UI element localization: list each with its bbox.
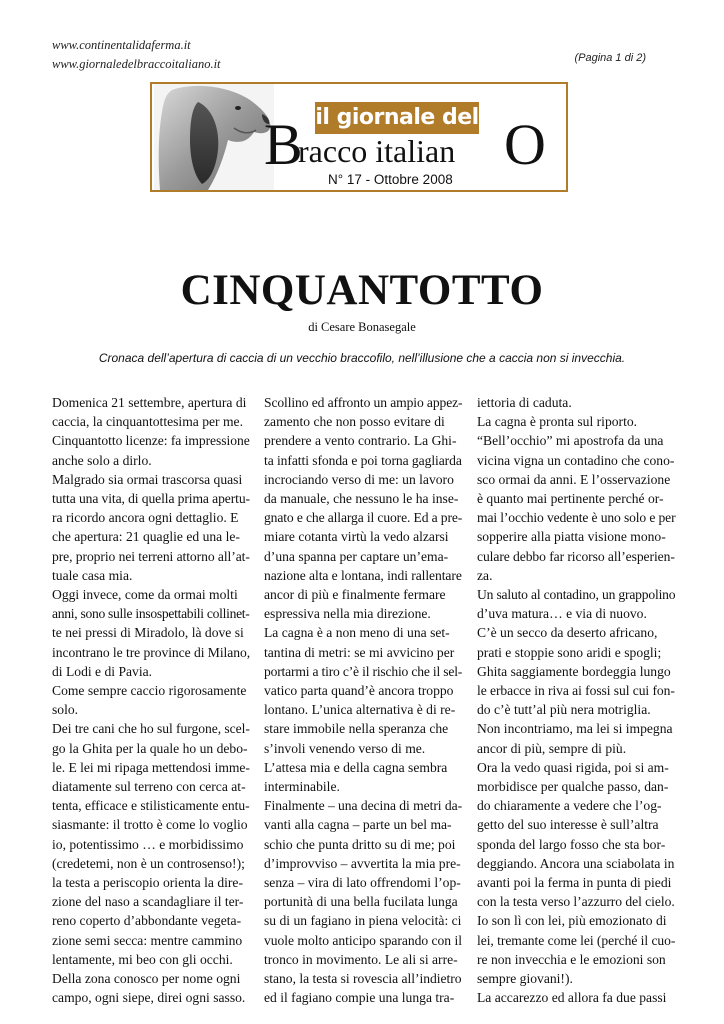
text-line: Malgrado sia ormai trascorsa quasi <box>52 471 243 487</box>
text-line: vatico parta quand’è ancora troppo <box>264 683 454 699</box>
text-line: go la Ghita per la quale ho un debo- <box>52 740 248 756</box>
text-line: zione semi secca: mentre cammino <box>52 932 243 948</box>
text-line: nazione alta e lontana, indi rallentare <box>264 567 462 583</box>
text-line: (credetemi, non è un controsenso!); <box>52 855 245 871</box>
masthead-title: racco italian <box>298 133 456 169</box>
text-line: portarmi a tiro c’è il rischio che il sel- <box>264 663 463 679</box>
article-title: CINQUANTOTTO <box>180 267 544 314</box>
text-line: stano, la testa si rovescia all’indietro <box>264 971 462 987</box>
text-line: di Lodi e di Pavia. <box>52 663 153 679</box>
masthead-logo <box>150 82 568 192</box>
text-line: che apertura: 21 quaglie ed una le- <box>52 529 240 545</box>
text-line: ancor di più e finalmente fermare <box>264 587 446 603</box>
text-line: iettoria di caduta. <box>477 395 572 410</box>
text-line: getto del suo interesse è sull’altra <box>477 817 659 833</box>
text-line: espressiva nella mia direzione. <box>264 606 431 622</box>
text-line: te nei pressi di Miradolo, là dove si <box>52 625 244 641</box>
text-line: la testa a periscopio orienta la dire- <box>52 875 243 891</box>
text-line: d’uva matura… e via di nuovo. <box>477 606 647 622</box>
text-line: vicina vigna un contadino che cono- <box>477 452 675 468</box>
text-line: le erbacce in riva ai fossi sul cui fon- <box>477 683 675 699</box>
text-line: anche solo a dirlo. <box>52 452 152 468</box>
text-line: La accarezzo ed allora fa due passi <box>477 990 667 1006</box>
text-line: Come sempre caccio rigorosamente <box>52 683 247 699</box>
text-line: tuale casa mia. <box>52 567 133 583</box>
text-line: campo, ogni siepe, direi ogni sasso. <box>52 990 246 1006</box>
url-continentali[interactable]: www.continentalidaferma.it <box>52 38 191 52</box>
text-line: incontrano le tre province di Milano, <box>52 644 251 660</box>
text-line: La cagna è pronta sul riporto. <box>477 414 638 430</box>
article-author: di Cesare Bonasegale <box>308 320 416 334</box>
text-line: vuole molto anticipo sparando con il <box>264 932 462 948</box>
text-line: Ghita saggiamente bordeggia lungo <box>477 663 671 679</box>
text-line: zamento che non posso evitare di <box>264 414 445 430</box>
text-line: Io son lì con lei, più emozionato di <box>477 913 667 929</box>
text-line: sco ormai da anni. E l’osservazione <box>477 471 671 487</box>
text-line: tronco in movimento. Le ali si arre- <box>264 951 458 967</box>
text-line: sponda del largo fosso che sta bor- <box>477 836 666 852</box>
text-line: ra ricordo ancora ogni dettaglio. E <box>52 510 239 526</box>
text-line: Scollino ed affronto un ampio appez- <box>264 395 463 410</box>
text-line: morbidisce per qualche passo, dan- <box>477 779 669 795</box>
text-line: diatamente sul terreno con cerca at- <box>52 779 246 795</box>
text-line: reno coperto d’abbondante vegeta- <box>52 913 242 929</box>
text-line: prendere a vento contrario. La Ghi- <box>264 433 457 449</box>
url-giornale[interactable]: www.giornaledelbraccoitaliano.it <box>52 57 221 71</box>
article-column-1 <box>52 393 250 1008</box>
text-line: Oggi invece, come da ormai molti <box>52 587 238 603</box>
text-line: le. E lei mi ripaga mettendosi imme- <box>52 759 250 775</box>
text-line: è quanto mai pertinente perché or- <box>477 491 664 507</box>
text-line: portunità di una bella fucilata lunga <box>264 894 458 910</box>
text-line: prati e stoppie sono aridi e spogli; <box>477 644 662 660</box>
text-line: tenta, efficace e stilisticamente entu- <box>52 798 250 814</box>
text-line: lei, tremante come lei (perché il cuo- <box>477 932 676 948</box>
text-line: Cinquantotto licenze: fa impressione <box>52 433 250 449</box>
text-line: re non invecchia e le emozioni son <box>477 951 666 967</box>
text-line: deggiando. Ancora una sciabolata in <box>477 855 675 871</box>
text-line: interminabile. <box>264 779 340 795</box>
text-line: tutta una vita, di quella prima apertu- <box>52 491 250 507</box>
text-line: tantina di metri: se mi avvicino per <box>264 644 455 660</box>
text-line: solo. <box>52 702 79 718</box>
text-line: senza – vira di lato offrendomi l’op- <box>264 875 461 891</box>
article-column-3 <box>477 393 675 1008</box>
text-line: Della zona conosco per nome ogni <box>52 971 241 987</box>
text-line: s’involi venendo verso di me. <box>264 740 426 756</box>
masthead-initial-b: B <box>264 112 303 177</box>
text-line: incrociando verso di me: un lavoro <box>264 471 454 487</box>
text-line: culare debbo far ricorso all’esperien- <box>477 548 675 564</box>
text-line: do chiaramente a vedere che l’og- <box>477 798 662 814</box>
issue-number: N° 17 - Ottobre 2008 <box>328 172 453 187</box>
text-line: stare immobile nella speranza che <box>264 721 449 737</box>
bracco-dog-illustration <box>154 84 274 190</box>
text-line: vanti alla cagna – parte un bel ma- <box>264 817 452 833</box>
text-line: pre, proprio nei terreni attorno all’at- <box>52 548 250 564</box>
text-line: Dei tre cani che ho sul furgone, scel- <box>52 721 250 737</box>
header-urls <box>52 36 221 74</box>
text-line: miare cotanta virtù la vedo alzarsi <box>264 529 449 545</box>
text-line: ancor di più, sempre di più. <box>477 740 627 756</box>
text-line: d’una spanna per captare un’ema- <box>264 548 449 564</box>
text-line: schio che punta dritto su di me; poi <box>264 836 456 852</box>
text-line: lentamente, mi beo con gli occhi. <box>52 951 233 967</box>
text-line: C’è un secco da deserto africano, <box>477 625 658 641</box>
masthead-final-o: O <box>504 112 546 177</box>
text-line: Ora la vedo quasi rigida, poi si am- <box>477 759 669 775</box>
text-line: ta infatti sfonda e poi torna gagliarda <box>264 452 462 468</box>
text-line: da manuale, che nessuno le ha inse- <box>264 491 459 507</box>
text-line: Un saluto al contadino, un grappolino <box>477 587 676 603</box>
text-line: lontano. L’unica alternativa è di re- <box>264 702 456 718</box>
text-line: Domenica 21 settembre, apertura di <box>52 395 247 410</box>
text-line: anni, sono sulle insospettabili collinet- <box>52 606 250 622</box>
article-column-2 <box>264 393 462 1008</box>
text-line: Non incontriamo, ma lei si impegna <box>477 721 673 737</box>
text-line: “Bell’occhio” mi apostrofa da una <box>477 433 664 449</box>
text-line: La cagna è a non meno di una set- <box>264 625 450 641</box>
masthead-banner: il giornale del <box>315 102 479 134</box>
text-line: za. <box>477 567 493 583</box>
text-line: L’attesa mia e della cagna sembra <box>264 759 448 775</box>
text-line: Finalmente – una decina di metri da- <box>264 798 463 814</box>
page-indicator: (Pagina 1 di 2) <box>574 52 646 64</box>
text-line: caccia, la cinquantottesima per me. <box>52 414 243 430</box>
text-line: d’improvviso – avvertita la mia pre- <box>264 855 461 871</box>
text-line: mai l’occhio vedente è uno solo e per <box>477 510 676 526</box>
text-line: ed il fagiano compie una lunga tra- <box>264 990 455 1006</box>
text-line: avanti poi la ferma in punta di piedi <box>477 875 672 891</box>
text-line: zione del naso a scandagliare il ter- <box>52 894 244 910</box>
article-subtitle: Cronaca dell’apertura di caccia di un vecchio braccofilo, nell’illusione che a caccia non si invecchia. <box>98 351 626 365</box>
text-line: sopperire alla piatta visione mono- <box>477 529 666 545</box>
text-line: io, potentissimo … e morbidissimo <box>52 836 244 852</box>
text-line: siasmante: il trotto è come lo voglio <box>52 817 248 833</box>
text-line: con la testa verso l’azzurro del cielo. <box>477 894 675 910</box>
text-line: do c’è tutt’al più nera motriglia. <box>477 702 651 718</box>
text-line: sempre giovani!). <box>477 971 573 987</box>
text-line: gnato e che allarga il cuore. Ed a pre- <box>264 510 463 526</box>
text-line: su di un fagiano in piena velocità: ci <box>264 913 462 929</box>
